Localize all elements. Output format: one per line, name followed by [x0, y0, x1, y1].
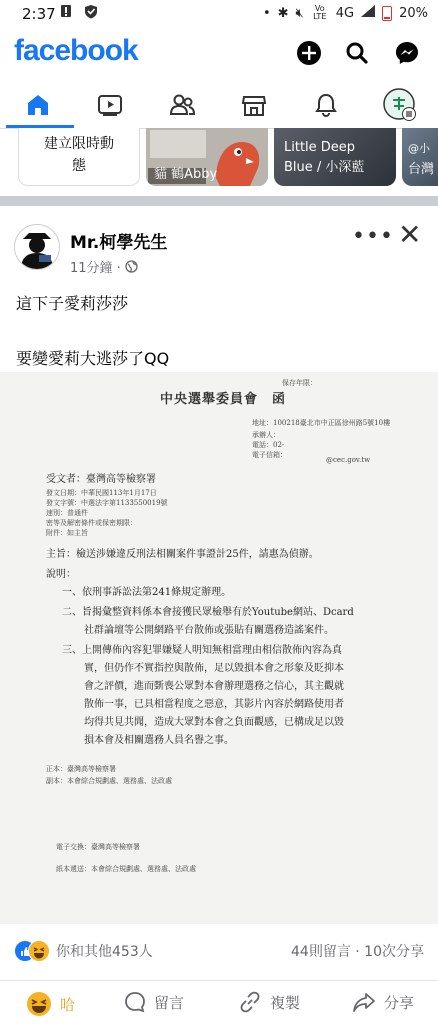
main-tab-bar [0, 82, 438, 129]
tab-marketplace[interactable] [234, 88, 274, 122]
search-icon [345, 41, 369, 65]
close-icon[interactable]: ✕ [398, 218, 422, 251]
post-image-document[interactable] [0, 372, 438, 924]
create-button[interactable] [294, 38, 324, 68]
doc-item-3a: 三、上開傳佈內容犯罪嫌疑人明知無相當理由相信散佈內容為真 [62, 645, 342, 656]
story-card[interactable] [146, 128, 268, 186]
post-header [0, 214, 438, 284]
comment-label: 留言 [154, 993, 185, 1012]
create-story-label-2: 態 [72, 158, 86, 174]
doc-attach: 附件：如主旨 [46, 529, 88, 537]
tab-home[interactable] [18, 88, 58, 122]
feed-divider [0, 196, 438, 206]
battery-percent: 20% [399, 5, 428, 21]
doc-item-2a: 二、旨揭彙整資料係本會接獲民眾檢舉有於Youtube網站、Dcard [62, 607, 354, 618]
post-meta [70, 257, 138, 276]
network-label: 4G [335, 5, 355, 21]
haha-icon [26, 991, 52, 1017]
search-button[interactable] [342, 38, 372, 68]
post-author[interactable]: Mr.柯學先生 [70, 233, 168, 253]
globe-icon [125, 260, 138, 273]
story-caption: 貓 鶴Abby [154, 167, 218, 182]
bell-icon [314, 92, 338, 118]
tab-notifications[interactable] [306, 88, 346, 122]
doc-item-1: 一、依刑事訴訟法第241條規定辦理。 [62, 587, 232, 598]
comment-icon [124, 991, 146, 1013]
messenger-icon [394, 40, 420, 66]
status-time: 2:37 [22, 5, 56, 23]
copy-button[interactable] [238, 991, 300, 1013]
post-stats [0, 938, 438, 964]
doc-item-3b: 實，但仍作不實指控與散佈，足以毀損本會之形象及貶抑本 [84, 663, 344, 674]
doc-subject: 主旨：檢送涉嫌違反刑法相關案件事證計25件，請惠為偵辦。 [46, 549, 319, 560]
reactors-text[interactable]: 你和其他453人 [56, 944, 153, 960]
doc-item-2b: 社群論壇等公開網路平台散佈或張貼有關選務造謠案件。 [84, 625, 334, 636]
reaction-icons[interactable] [14, 940, 54, 960]
plus-icon [296, 40, 322, 66]
doc-date: 發文日期：中華民國113年1月17日 [46, 489, 157, 497]
doc-title: 中央選舉委員會 函 [160, 392, 287, 407]
doc-etransfer: 電子交換：臺灣高等檢察署 [56, 843, 140, 851]
profile-menu-icon [383, 88, 417, 122]
comments-shares-count[interactable]: 44則留言 · 10次分享 [291, 944, 424, 960]
friends-icon [168, 93, 196, 117]
tab-video[interactable] [90, 88, 130, 122]
create-story-card[interactable] [18, 128, 140, 186]
home-icon [25, 92, 51, 118]
doc-secret: 密等及解密條件或保密期限： [46, 519, 137, 527]
doc-speed: 速別：普通件 [46, 509, 88, 517]
doc-item-3f: 損本會及相關選務人員名譽之事。 [84, 735, 234, 746]
video-icon [97, 93, 123, 117]
haha-reaction-icon [28, 940, 50, 962]
stories-row [0, 128, 438, 194]
doc-email-domain: @cec.gov.tw [326, 456, 371, 464]
doc-explain: 說明： [46, 569, 76, 580]
link-icon [238, 991, 262, 1013]
mute-icon: 🔇︎ [295, 5, 304, 21]
facebook-logo[interactable]: facebook [14, 34, 138, 67]
share-button[interactable] [352, 991, 414, 1013]
doc-address: 地址：100218臺北市中正區徐州路5號10樓 [252, 419, 391, 427]
shield-icon [84, 4, 98, 23]
doc-copy: 副本：本會綜合規劃處、選務處、法政處 [46, 777, 172, 785]
notification-icon [60, 4, 72, 22]
story-title-1: Little Deep [284, 140, 356, 155]
doc-item-3e: 均得共見共聞，造成大眾對本會之負面觀感，已構成足以毀 [84, 717, 344, 728]
dot-icon: • [262, 5, 271, 21]
share-label: 分享 [384, 993, 415, 1012]
app-header [0, 30, 438, 78]
story-card[interactable] [274, 128, 396, 186]
haha-button[interactable] [26, 991, 75, 1017]
status-bar [0, 0, 438, 30]
doc-main-recipient: 正本：臺灣高等檢察署 [46, 765, 116, 773]
tab-menu[interactable] [380, 88, 420, 122]
signal-icon [361, 5, 375, 21]
post-text-line-1: 這下子愛莉莎莎 [16, 294, 129, 313]
post-time[interactable]: 11分鐘 · [70, 261, 121, 276]
story-title-2: 台灣 [408, 162, 435, 177]
doc-recipient: 受文者：臺灣高等檢察署 [46, 474, 156, 485]
story-title-2: Blue / 小深藍 [284, 160, 365, 175]
comment-button[interactable] [124, 991, 184, 1013]
doc-item-3d: 散佈一事，已具相當程度之惡意，其影片內容於網路使用者 [84, 699, 344, 710]
story-card[interactable] [402, 128, 438, 186]
tab-friends[interactable] [162, 88, 202, 122]
author-avatar[interactable] [14, 224, 60, 270]
share-icon [352, 991, 376, 1013]
doc-contact: 承辦人： [252, 431, 280, 439]
status-right [263, 5, 428, 21]
post-action-bar [0, 980, 438, 1025]
post-text-line-2: 要變愛莉大逃莎了QQ [16, 349, 170, 368]
doc-paper: 紙本遞送：本會綜合規劃處、選務處、法政處 [56, 865, 196, 873]
doc-phone: 電話：02- [252, 441, 285, 449]
doc-item-3c: 會之評價，進而斲喪公眾對本會辦理選務之信心，其主觀就 [84, 681, 344, 692]
story-title-1: @小 [408, 142, 430, 155]
doc-email: 電子信箱： [252, 451, 287, 459]
marketplace-icon [241, 93, 267, 117]
haha-label: 哈 [60, 995, 76, 1014]
more-options-icon[interactable]: ••• [352, 224, 394, 249]
copy-label: 複製 [270, 993, 301, 1012]
bluetooth-icon: ✱ [277, 5, 289, 21]
doc-retention: 保存年限： [282, 379, 317, 387]
volte-label: Vo LTE [313, 4, 327, 21]
battery-icon [382, 6, 392, 21]
create-story-label-1: 建立限時動 [44, 136, 114, 152]
doc-number: 發文字號：中選法字第1133550019號 [46, 499, 168, 507]
messenger-button[interactable] [392, 38, 422, 68]
